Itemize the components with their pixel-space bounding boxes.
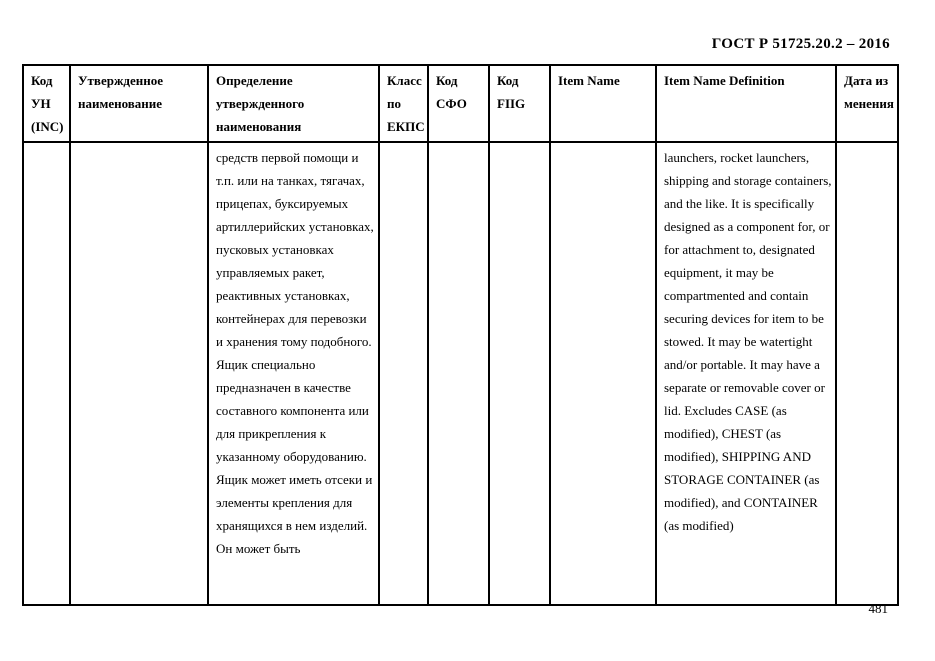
column-header-approved-name: Утвержденное наименование bbox=[70, 65, 208, 142]
cell-sfo-code bbox=[428, 142, 489, 605]
column-header-sfo-code: Код СФО bbox=[428, 65, 489, 142]
data-table bbox=[22, 64, 899, 606]
cell-approved-name bbox=[70, 142, 208, 605]
table-row bbox=[23, 142, 898, 605]
cell-inc-code bbox=[23, 142, 70, 605]
column-header-inc-code: Код УН (INC) bbox=[23, 65, 70, 142]
cell-fiig-code bbox=[489, 142, 550, 605]
cell-item-name bbox=[550, 142, 656, 605]
column-header-ekps-class: Класс по ЕКПС bbox=[379, 65, 428, 142]
column-header-change-date: Дата изменения bbox=[836, 65, 898, 142]
column-header-approved-name-definition: Определение утвержденного наименования bbox=[208, 65, 379, 142]
cell-change-date bbox=[836, 142, 898, 605]
cell-approved-name-definition: средств первой помощи и т.п. или на танках, тягачах, прицепах, буксируемых артиллерийских установках, пусковых установках управляемых ракет, реактивных установках, контейнерах для перевозки и хранения тому подобного. Ящик специально предназначен в качестве составного компонента или для прикрепления к указанному оборудованию. Ящик может иметь отсеки и элементы крепления для хранящихся в нем изделий. Он может быть bbox=[208, 142, 379, 605]
cell-item-name-definition: launchers, rocket launchers, shipping and storage containers, and the like. It is specifically designed as a component for, or for attachment to, designated equipment, it may be compartmented and contain securing devices for item to be stowed. It may be watertight and/or portable. It may have a separate or removable cover or lid. Excludes CASE (as modified), CHEST (as modified), SHIPPING AND STORAGE CONTAINER (as modified), and CONTAINER (as modified) bbox=[656, 142, 836, 605]
column-header-fiig-code: Код FIIG bbox=[489, 65, 550, 142]
column-header-item-name-definition: Item Name Definition bbox=[656, 65, 836, 142]
column-header-item-name: Item Name bbox=[550, 65, 656, 142]
page-number: 481 bbox=[868, 601, 888, 616]
table-header-row bbox=[23, 65, 898, 142]
cell-ekps-class bbox=[379, 142, 428, 605]
document-title: ГОСТ Р 51725.20.2 – 2016 bbox=[711, 36, 890, 52]
